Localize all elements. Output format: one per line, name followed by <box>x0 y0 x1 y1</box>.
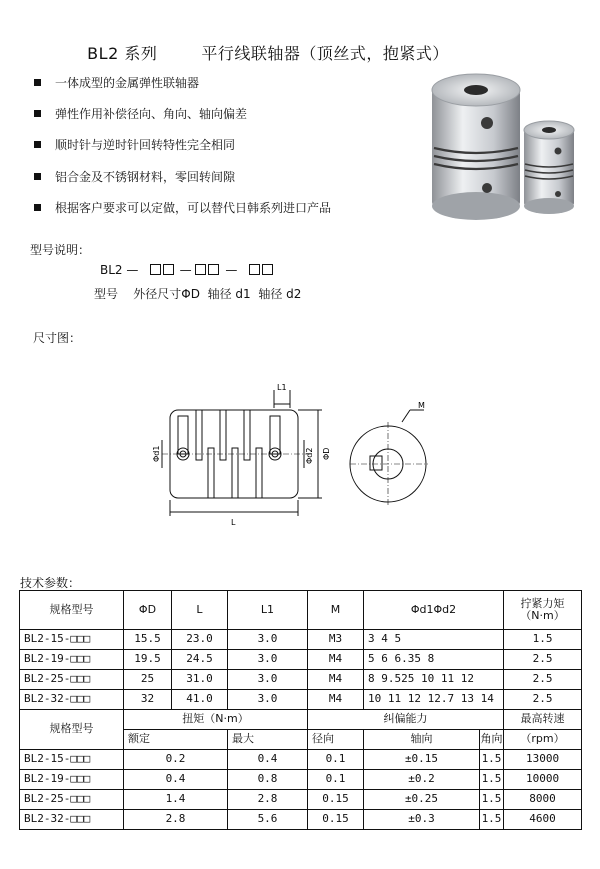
header-tightening: 拧紧力矩 （N·m） <box>504 591 582 630</box>
feature-item: 铝合金及不锈钢材料，零回转间隙 <box>34 168 235 185</box>
feature-item: 弹性作用补偿径向、角向、轴向偏差 <box>34 105 247 122</box>
label-phi-d2: Φd2 <box>305 447 314 464</box>
params-heading: 技术参数： <box>20 576 81 590</box>
table-row: BL2-25-□□□ 1.4 2.8 0.15 ±0.25 1.5 8000 <box>20 790 582 810</box>
bullet-icon <box>34 173 41 180</box>
bullet-icon <box>34 110 41 117</box>
header-model: 规格型号 <box>20 591 124 630</box>
table-row: BL2-15-□□□ 0.2 0.4 0.1 ±0.15 1.5 13000 <box>20 750 582 770</box>
header2-model: 规格型号 <box>20 710 124 750</box>
product-photo <box>420 66 580 226</box>
header2-angular: 角向 <box>480 730 504 750</box>
label-phi-d1: Φd1 <box>152 445 161 462</box>
series-title: BL2 系列 <box>87 44 158 63</box>
header2-speed: 最高转速 <box>504 710 582 730</box>
header-L1: L1 <box>228 591 308 630</box>
header2-deviation: 纠偏能力 <box>308 710 504 730</box>
table-row: BL2-25-□□□ 25 31.0 3.0 M4 8 9.525 10 11 12 2.5 <box>20 670 582 690</box>
table-row: BL2-15-□□□ 15.5 23.0 3.0 M3 3 4 5 1.5 <box>20 630 582 650</box>
header2-rated: 额定 <box>124 730 228 750</box>
label-L1: L1 <box>277 383 287 392</box>
model-legend: 型号 外径尺寸ΦD 轴径 d1 轴径 d2 <box>94 287 302 301</box>
header2-torque: 扭矩（N·m） <box>124 710 308 730</box>
table-header-row <box>20 710 582 730</box>
header-phi-D: ΦD <box>124 591 172 630</box>
header-shaft: Φd1Φd2 <box>364 591 504 630</box>
header2-axial: 轴向 <box>364 730 480 750</box>
feature-item: 一体成型的金属弹性联轴器 <box>34 74 199 91</box>
bullet-icon <box>34 141 41 148</box>
table-row: BL2-32-□□□ 2.8 5.6 0.15 ±0.3 1.5 4600 <box>20 810 582 830</box>
header2-radial: 径向 <box>308 730 364 750</box>
product-title: 平行线联轴器（顶丝式，抱紧式） <box>201 44 449 63</box>
header2-speed-unit: （rpm） <box>504 730 582 750</box>
page-title <box>76 22 449 64</box>
label-phi-D: ΦD <box>322 447 331 460</box>
bullet-icon <box>34 204 41 211</box>
table-row: BL2-32-□□□ 32 41.0 3.0 M4 10 11 12 12.7 13 14 2.5 <box>20 690 582 710</box>
table-header-row <box>20 591 582 630</box>
feature-item: 顺时针与逆时针回转特性完全相同 <box>34 136 235 153</box>
model-heading: 型号说明： <box>30 243 91 257</box>
table-row: BL2-19-□□□ 0.4 0.8 0.1 ±0.2 1.5 10000 <box>20 770 582 790</box>
spec-table <box>19 590 582 830</box>
header2-max: 最大 <box>228 730 308 750</box>
drawing-heading: 尺寸图： <box>33 331 82 345</box>
feature-item: 根据客户要求可以定做，可以替代日韩系列进口产品 <box>34 199 331 216</box>
dimension-drawing <box>140 382 460 532</box>
header-L: L <box>172 591 228 630</box>
bullet-icon <box>34 79 41 86</box>
label-L: L <box>231 518 236 527</box>
label-M: M <box>418 401 425 410</box>
model-code: BL2 — — — <box>100 263 275 277</box>
header-M: M <box>308 591 364 630</box>
table-row: BL2-19-□□□ 19.5 24.5 3.0 M4 5 6 6.35 8 2.5 <box>20 650 582 670</box>
